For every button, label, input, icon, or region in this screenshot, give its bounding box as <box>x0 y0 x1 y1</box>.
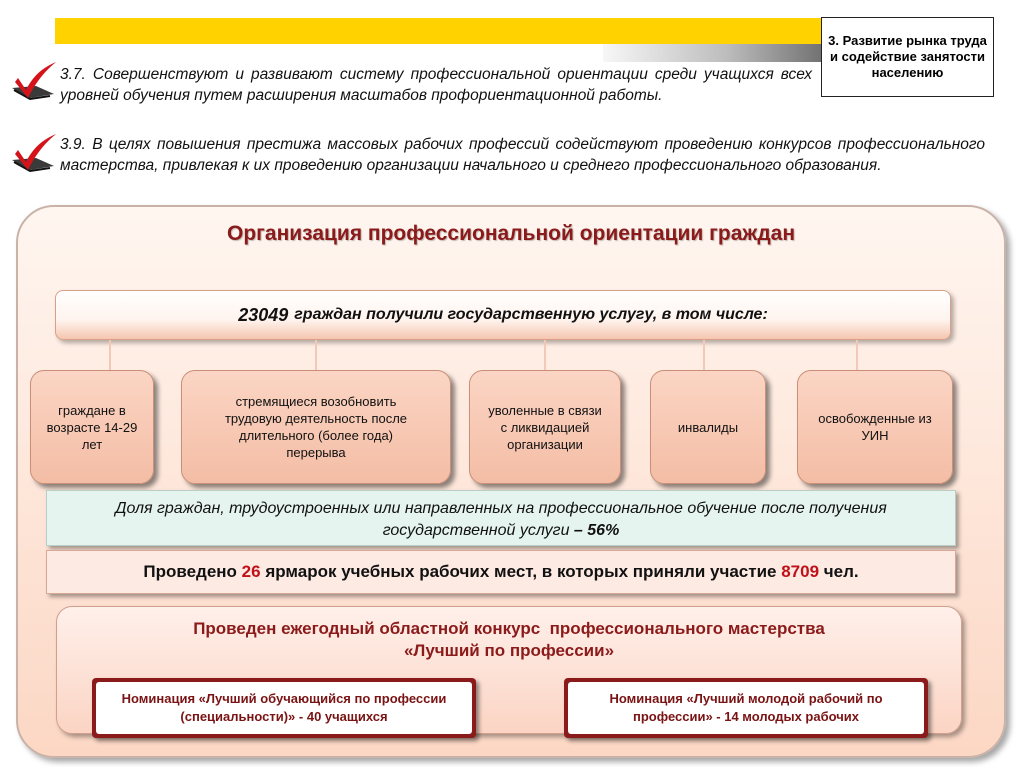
share-value: 56% <box>587 522 620 539</box>
recipients-text: граждан получили государственную услугу, в том числе: <box>294 306 768 323</box>
section-title: 3. Развитие рынка труда и содействие занятости населению <box>828 33 987 80</box>
category-label: уволенные в связи с ликвидацией организации <box>488 402 602 452</box>
category-dismissed <box>469 370 621 484</box>
share-dash: – <box>569 522 588 539</box>
connector-line <box>703 340 705 370</box>
category-released-uin <box>797 370 953 484</box>
panel-title: Организация профессиональной ориентации граждан <box>226 222 796 245</box>
category-label: граждане в возрасте 14-29 лет <box>46 402 138 452</box>
paragraph-3-7: 3.7. Совершенствуют и развивают систему профессиональной ориентации среди учащихся всех уровней обучения путем расширения масштабов профориентационной работы. <box>60 66 812 104</box>
fairs-middle: ярмарок учебных рабочих мест, в которых приняли участие <box>260 562 782 581</box>
connector-line <box>544 340 546 370</box>
connector-line <box>109 340 111 370</box>
fairs-people: 8709 <box>781 562 820 581</box>
nomination-label: Номинация «Лучший молодой рабочий по профессии» - 14 молодых рабочих <box>609 691 883 724</box>
recipients-count: 23049 <box>238 304 289 325</box>
share-text: Доля граждан, трудоустроенных или направленных на профессиональное обучение после получения государственной услуги <box>115 500 887 539</box>
nomination-young-worker <box>564 678 928 738</box>
paragraph-3-9: 3.9. В целях повышения престижа массовых рабочих профессий содействуют проведению конкурсов профессионального мастерства, привлекая к их проведению организации начального и среднего профессионального образования. <box>60 136 985 174</box>
employment-share-strip <box>46 490 956 546</box>
nomination-student <box>92 678 476 738</box>
category-label: стремящиеся возобновить трудовую деятельность после длительного (более года) перерыва <box>224 394 408 460</box>
service-recipients-banner <box>55 290 951 340</box>
contest-title-line2: «Лучший по профессии» <box>403 641 615 660</box>
category-youth <box>30 370 154 484</box>
category-label: освобожденные из УИН <box>818 411 932 443</box>
category-disabled <box>650 370 766 484</box>
connector-line <box>856 340 858 370</box>
header-gradient-bar <box>603 44 827 62</box>
job-fairs-strip <box>46 550 956 594</box>
category-label: инвалиды <box>677 419 739 435</box>
fairs-count: 26 <box>241 562 261 581</box>
connector-line <box>315 340 317 370</box>
checkmark-icon <box>6 58 60 106</box>
header-yellow-bar <box>55 18 827 44</box>
fairs-suffix: чел. <box>819 562 859 581</box>
contest-title-line1: Проведен ежегодный областной конкурс профессионального мастерства <box>193 619 825 638</box>
section-title-box <box>821 17 994 97</box>
fairs-prefix: Проведено <box>143 562 242 581</box>
contest-title <box>56 618 962 662</box>
nomination-label: Номинация «Лучший обучающийся по профессии (специальности)» - 40 учащихся <box>121 691 447 724</box>
checkmark-icon <box>6 130 60 178</box>
category-returning-workers <box>181 370 451 484</box>
